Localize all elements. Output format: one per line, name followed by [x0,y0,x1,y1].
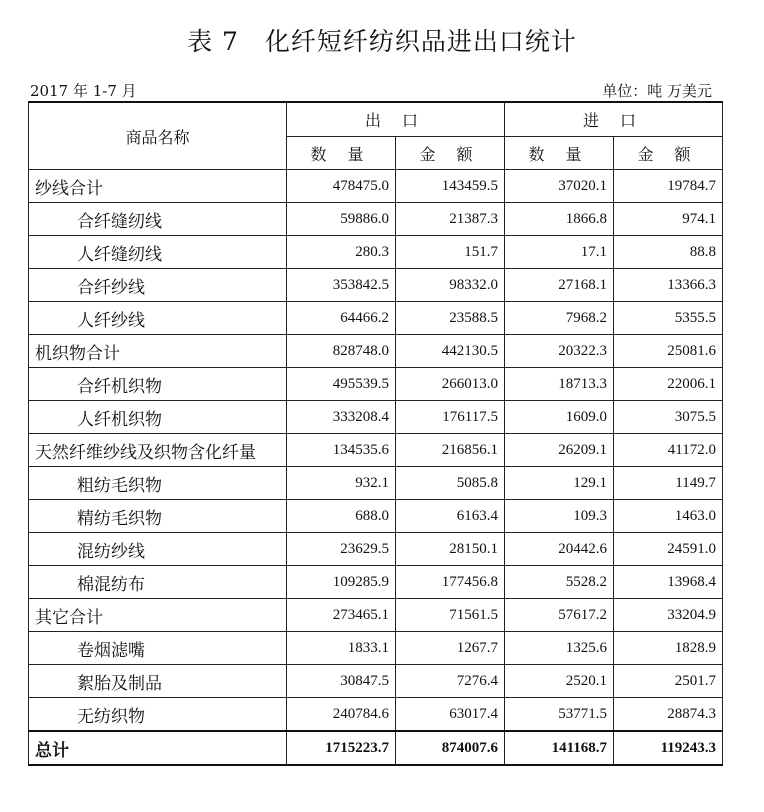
import-quantity-cell: 5528.2 [505,566,614,599]
import-quantity-cell: 37020.1 [505,170,614,203]
product-name-cell: 粗纺毛织物 [29,467,287,500]
import-amount-cell: 13968.4 [614,566,723,599]
table-row [29,632,723,665]
export-amount-cell: 266013.0 [396,368,505,401]
export-amount-cell: 442130.5 [396,335,505,368]
table-row [29,203,723,236]
header-export-amount: 金 额 [396,137,505,170]
table-row [29,467,723,500]
import-amount-cell: 25081.6 [614,335,723,368]
export-amount-cell: 98332.0 [396,269,505,302]
import-amount-cell: 974.1 [614,203,723,236]
export-quantity-cell: 1715223.7 [287,731,396,765]
table-row [29,434,723,467]
header-import-amount: 金 额 [614,137,723,170]
table-row [29,236,723,269]
unit-label: 单位：吨 万美元 [602,82,712,100]
table-row [29,599,723,632]
export-quantity-cell: 333208.4 [287,401,396,434]
import-amount-cell: 1828.9 [614,632,723,665]
table-row [29,302,723,335]
export-quantity-cell: 1833.1 [287,632,396,665]
product-name-cell: 机织物合计 [29,335,287,368]
import-quantity-cell: 7968.2 [505,302,614,335]
page-title [0,22,764,58]
product-name-cell: 棉混纺布 [29,566,287,599]
export-quantity-cell: 30847.5 [287,665,396,698]
export-amount-cell: 874007.6 [396,731,505,765]
export-quantity-cell: 64466.2 [287,302,396,335]
export-quantity-cell: 828748.0 [287,335,396,368]
product-name-cell: 合纤纱线 [29,269,287,302]
total-row [29,731,723,765]
import-quantity-cell: 1866.8 [505,203,614,236]
export-quantity-cell: 280.3 [287,236,396,269]
export-amount-cell: 151.7 [396,236,505,269]
table-row [29,269,723,302]
export-amount-cell: 23588.5 [396,302,505,335]
export-quantity-cell: 109285.9 [287,566,396,599]
import-quantity-cell: 27168.1 [505,269,614,302]
table-row [29,566,723,599]
export-amount-cell: 63017.4 [396,698,505,732]
import-amount-cell: 1149.7 [614,467,723,500]
export-quantity-cell: 495539.5 [287,368,396,401]
table-row [29,401,723,434]
export-amount-cell: 5085.8 [396,467,505,500]
import-amount-cell: 28874.3 [614,698,723,732]
table-row [29,533,723,566]
export-quantity-cell: 353842.5 [287,269,396,302]
import-quantity-cell: 1609.0 [505,401,614,434]
header-import: 进 口 [505,102,723,137]
product-name-cell: 人纤机织物 [29,401,287,434]
import-quantity-cell: 18713.3 [505,368,614,401]
export-amount-cell: 143459.5 [396,170,505,203]
import-quantity-cell: 17.1 [505,236,614,269]
period-label: 2017 年 1-7 月 [30,82,137,100]
product-name-cell: 纱线合计 [29,170,287,203]
import-amount-cell: 3075.5 [614,401,723,434]
table-row [29,698,723,732]
header-import-quantity: 数 量 [505,137,614,170]
product-name-cell: 人纤纱线 [29,302,287,335]
product-name-cell: 总计 [29,731,287,765]
import-quantity-cell: 129.1 [505,467,614,500]
import-quantity-cell: 1325.6 [505,632,614,665]
import-amount-cell: 22006.1 [614,368,723,401]
export-amount-cell: 7276.4 [396,665,505,698]
import-amount-cell: 2501.7 [614,665,723,698]
import-amount-cell: 88.8 [614,236,723,269]
export-quantity-cell: 134535.6 [287,434,396,467]
table-title: 化纤短纤纺织品进出口统计 [264,27,577,56]
import-amount-cell: 41172.0 [614,434,723,467]
product-name-cell: 其它合计 [29,599,287,632]
import-quantity-cell: 141168.7 [505,731,614,765]
table-row [29,170,723,203]
import-quantity-cell: 20442.6 [505,533,614,566]
product-name-cell: 合纤缝纫线 [29,203,287,236]
import-quantity-cell: 26209.1 [505,434,614,467]
export-quantity-cell: 59886.0 [287,203,396,236]
export-quantity-cell: 23629.5 [287,533,396,566]
import-amount-cell: 119243.3 [614,731,723,765]
import-amount-cell: 1463.0 [614,500,723,533]
product-name-cell: 天然纤维纱线及织物含化纤量 [29,434,287,467]
export-amount-cell: 177456.8 [396,566,505,599]
import-quantity-cell: 57617.2 [505,599,614,632]
table-row [29,368,723,401]
product-name-cell: 絮胎及制品 [29,665,287,698]
product-name-cell: 人纤缝纫线 [29,236,287,269]
import-amount-cell: 13366.3 [614,269,723,302]
export-quantity-cell: 240784.6 [287,698,396,732]
import-amount-cell: 33204.9 [614,599,723,632]
export-amount-cell: 21387.3 [396,203,505,236]
import-quantity-cell: 2520.1 [505,665,614,698]
export-amount-cell: 176117.5 [396,401,505,434]
import-amount-cell: 24591.0 [614,533,723,566]
table-row [29,335,723,368]
product-name-cell: 精纺毛织物 [29,500,287,533]
import-quantity-cell: 20322.3 [505,335,614,368]
product-name-cell: 混纺纱线 [29,533,287,566]
table-body [29,170,723,766]
product-name-cell: 无纺织物 [29,698,287,732]
header-export-quantity: 数 量 [287,137,396,170]
export-quantity-cell: 478475.0 [287,170,396,203]
import-quantity-cell: 53771.5 [505,698,614,732]
header-product-name: 商品名称 [29,102,287,170]
export-amount-cell: 71561.5 [396,599,505,632]
product-name-cell: 合纤机织物 [29,368,287,401]
export-amount-cell: 1267.7 [396,632,505,665]
table-row [29,665,723,698]
product-name-cell: 卷烟滤嘴 [29,632,287,665]
export-quantity-cell: 932.1 [287,467,396,500]
table-row [29,500,723,533]
export-amount-cell: 28150.1 [396,533,505,566]
import-amount-cell: 19784.7 [614,170,723,203]
import-amount-cell: 5355.5 [614,302,723,335]
trade-statistics-table [28,101,723,766]
export-amount-cell: 216856.1 [396,434,505,467]
export-quantity-cell: 273465.1 [287,599,396,632]
table-number: 表 7 [187,27,239,56]
export-amount-cell: 6163.4 [396,500,505,533]
header-export: 出 口 [287,102,505,137]
import-quantity-cell: 109.3 [505,500,614,533]
export-quantity-cell: 688.0 [287,500,396,533]
